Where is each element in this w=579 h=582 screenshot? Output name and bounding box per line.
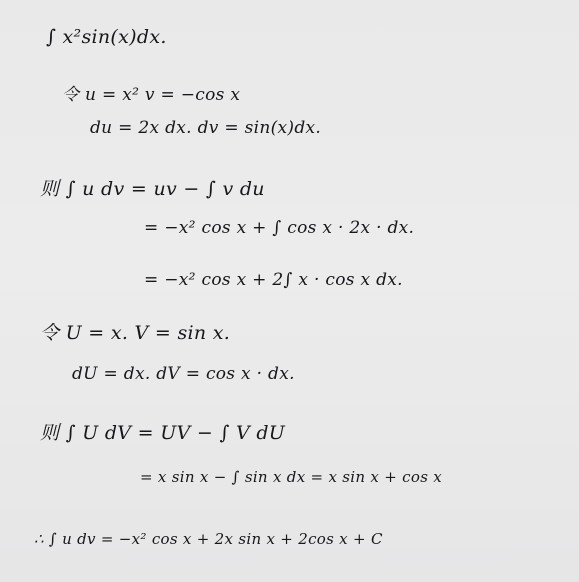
step-1: = −x² cos x + ∫ cos x · 2x · dx. bbox=[144, 218, 415, 238]
step-3: = x sin x − ∫ sin x dx = x sin x + cos x bbox=[140, 468, 443, 486]
final-result: ∴ ∫ u dv = −x² cos x + 2x sin x + 2cos x + C bbox=[34, 530, 383, 548]
differentials-2: dU = dx. dV = cos x · dx. bbox=[72, 364, 295, 384]
substitution-2: 令 U = x. V = sin x. bbox=[40, 322, 231, 344]
parts-formula-2: 则 ∫ U dV = UV − ∫ V dU bbox=[40, 422, 286, 444]
integral-problem: ∫ x²sin(x)dx. bbox=[46, 26, 167, 48]
differentials-1: du = 2x dx. dv = sin(x)dx. bbox=[90, 118, 322, 138]
substitution-1: 令 u = x² v = −cos x bbox=[62, 85, 241, 105]
step-2: = −x² cos x + 2∫ x · cos x dx. bbox=[144, 270, 403, 290]
parts-formula-1: 则 ∫ u dv = uv − ∫ v du bbox=[40, 178, 265, 200]
